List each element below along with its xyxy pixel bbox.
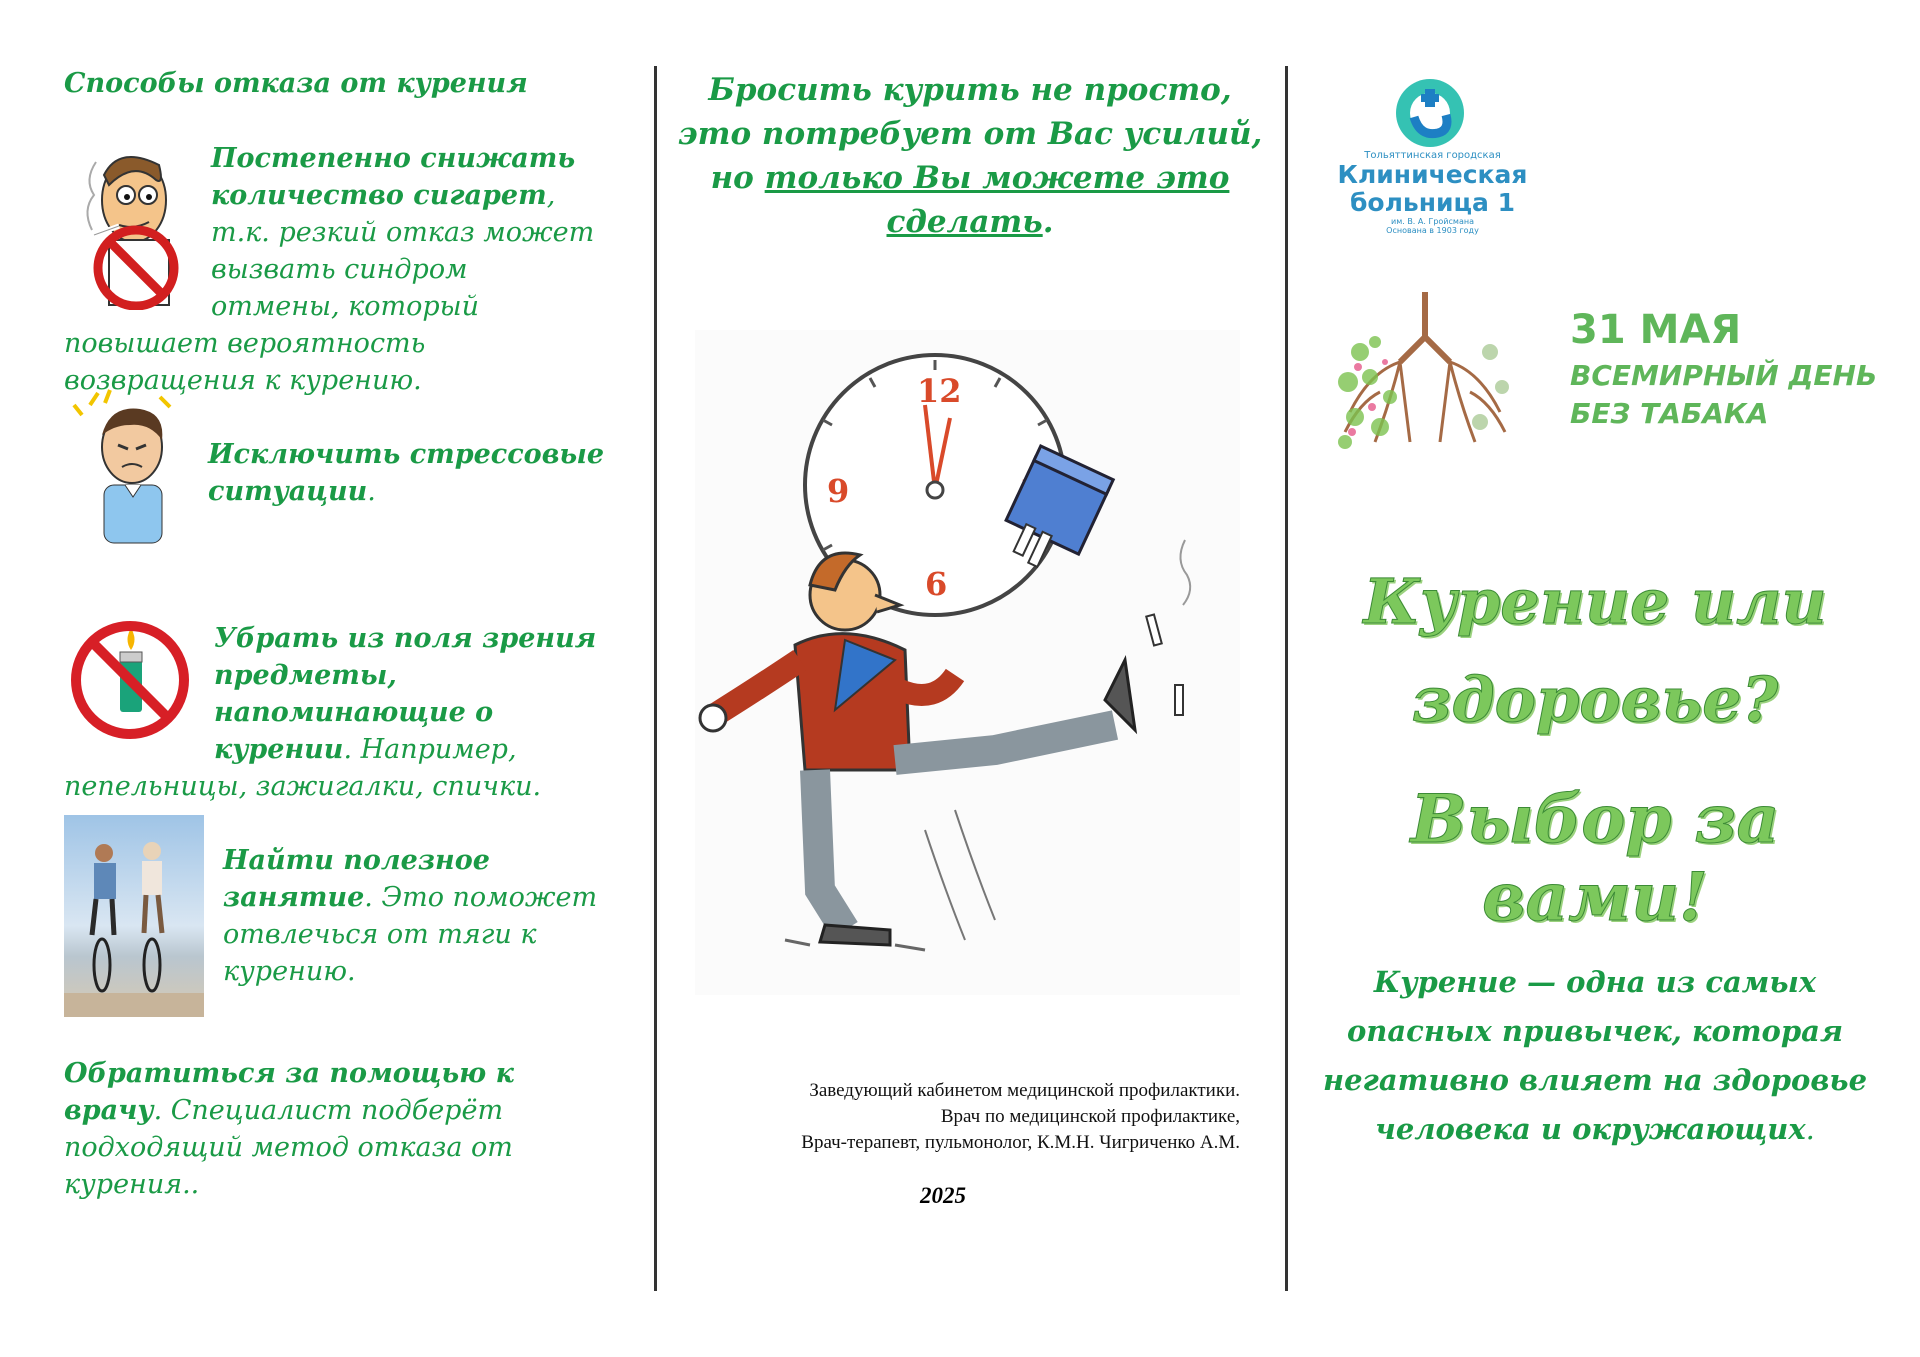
main-title-line-2: здоровье?	[1411, 663, 1779, 736]
event-date: 31 МАЯ	[1570, 307, 1742, 353]
clock-number-12: 12	[917, 372, 962, 410]
publication-year: 2025	[920, 1183, 966, 1208]
center-headline: Бросить курить не просто, это потребует от Вас усилий, но только Вы можете это сделать.	[677, 72, 1263, 240]
clock-number-6: 6	[925, 565, 948, 603]
event-title: ВСЕМИРНЫЙ ДЕНЬ БЕЗ ТАБАКА	[1570, 359, 1878, 430]
column-divider-right	[1285, 66, 1288, 1291]
column-divider-left	[654, 66, 657, 1291]
tip-remove-reminders: Убрать из поля зрения предметы, напоминающие о курении. Например, пепельницы, зажигалки, спички.	[64, 623, 597, 802]
tip-reduce-cigarettes: Постепенно снижать количество сигарет, т.к. резкий отказ может вызвать синдром отмены, который повышает вероятность возвращения к курению.	[64, 143, 595, 396]
main-title-line-3: Выбор за вами!	[1410, 780, 1780, 936]
left-column-title: Способы отказа от курения	[64, 68, 528, 99]
hospital-logo-text: Тольяттинская городская Клиническая больница 1 им. В. А. Гройсмана Основана в 1903 году	[1337, 150, 1528, 235]
lungs-tree-icon	[1330, 292, 1520, 457]
smoking-danger-statement: Курение — одна из самых опасных привычек, которая негативно влияет на здоровье человека и окружающих.	[1322, 965, 1868, 1146]
tip-find-hobby: Найти полезное занятие. Это поможет отвлечься от тяги к курению.	[223, 845, 598, 987]
stressed-man-icon	[70, 385, 190, 545]
clock-number-9: 9	[827, 472, 850, 510]
tip-avoid-stress: Исключить стрессовые ситуации.	[208, 439, 605, 507]
author-credits: Заведующий кабинетом медицинской профилактики. Врач по медицинской профилактике, Врач-терапевт, пульмонолог, К.М.Н. Чигриченко А.М.	[801, 1080, 1240, 1153]
quit-smoking-illustration	[695, 330, 1240, 995]
hospital-logo-icon	[1390, 75, 1470, 153]
main-title-line-1: Курение или	[1363, 565, 1827, 638]
couple-cycling-photo	[64, 815, 204, 1017]
tip-see-doctor: Обратиться за помощью к врачу. Специалист подберёт подходящий метод отказа от курения..	[64, 1058, 514, 1200]
